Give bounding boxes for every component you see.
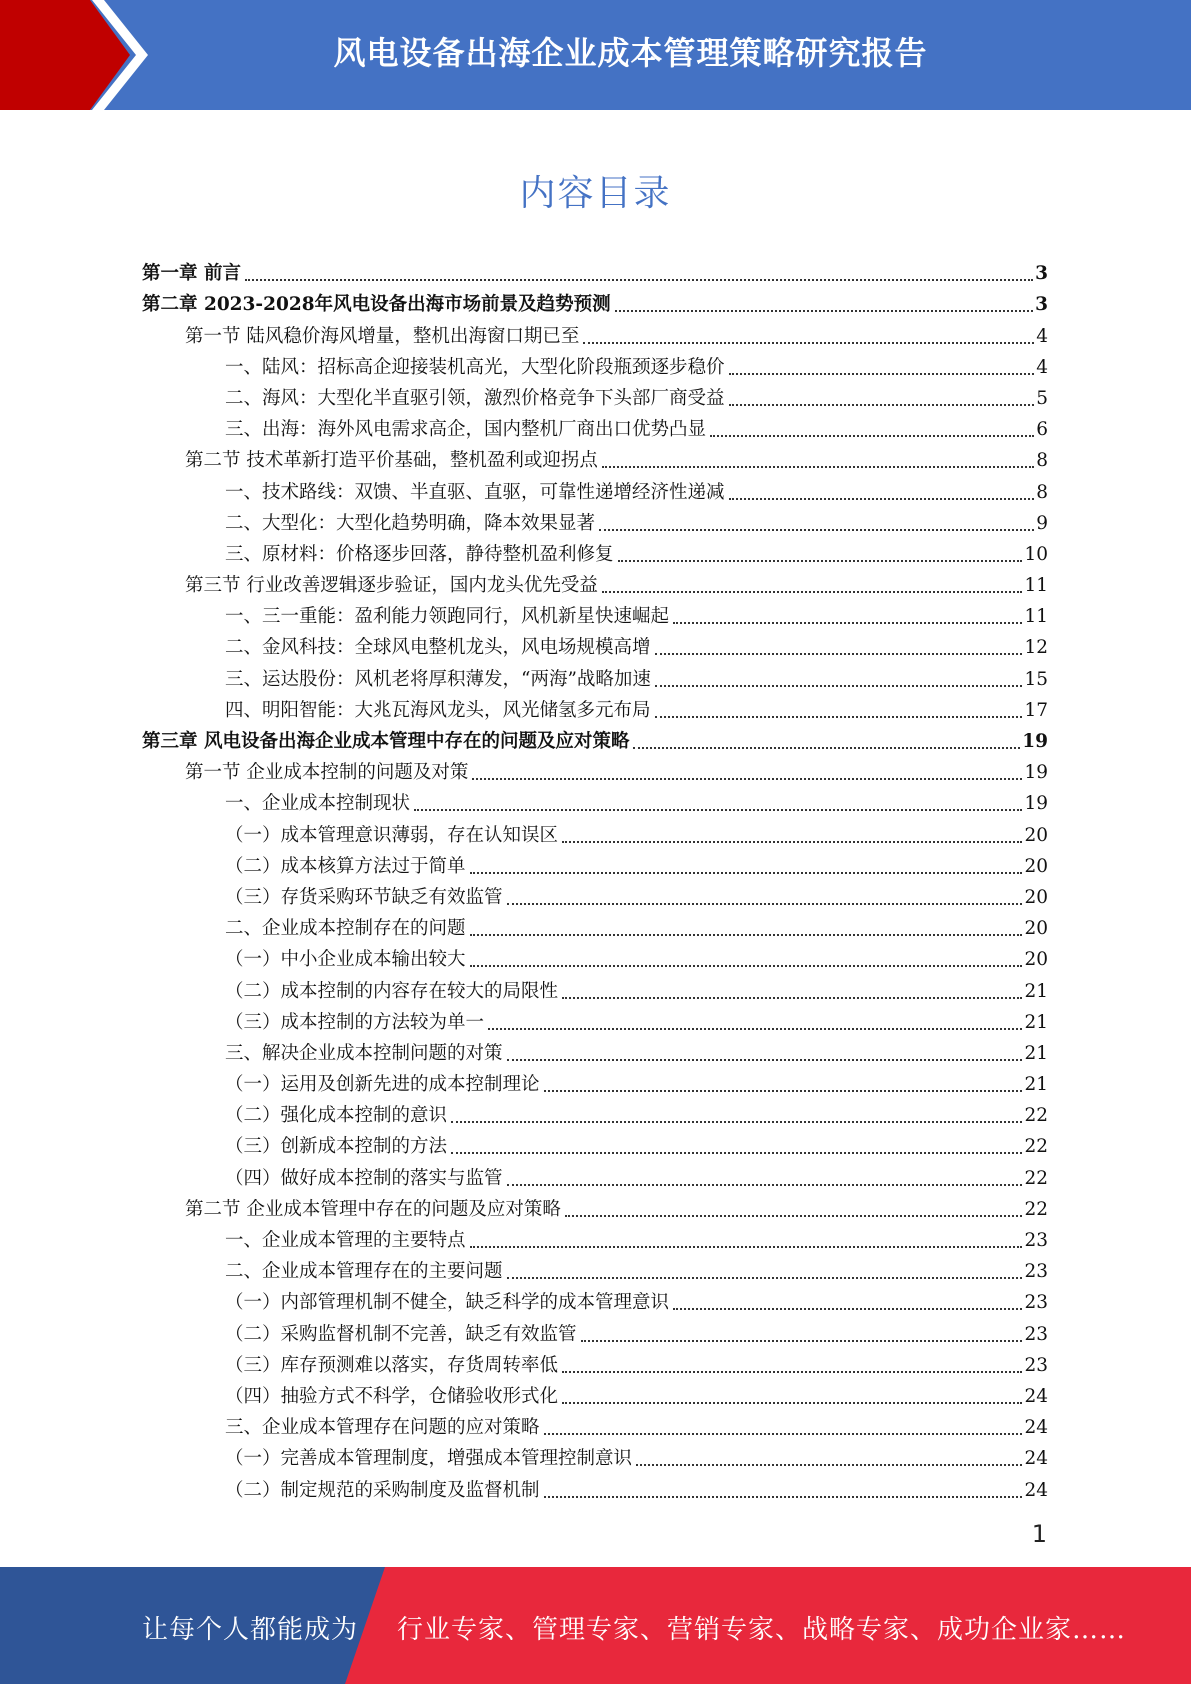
toc-entry-label: （一）成本管理意识薄弱，存在认知误区	[225, 824, 559, 846]
toc-leader-dots	[507, 1183, 1023, 1186]
toc-entry-page: 19	[1022, 731, 1048, 752]
toc-leader-dots	[729, 403, 1035, 406]
toc-leader-dots	[470, 933, 1023, 936]
toc-leader-dots	[636, 1463, 1022, 1466]
toc-entry-page: 20	[1024, 886, 1048, 908]
toc-entry[interactable]	[142, 379, 1048, 410]
toc-entry-label: 第一章 前言	[142, 263, 241, 285]
toc-entry-page: 24	[1024, 1448, 1048, 1470]
toc-leader-dots	[470, 871, 1023, 874]
toc-entry-page: 22	[1024, 1105, 1048, 1127]
toc-leader-dots	[562, 996, 1022, 999]
footer-slogan-right: 行业专家、管理专家、营销专家、战略专家、成功企业家……	[397, 1615, 1127, 1645]
toc-entry-label: （三）成本控制的方法较为单一	[225, 1011, 485, 1033]
toc-leader-dots	[673, 621, 1022, 624]
toc-entry[interactable]	[142, 1096, 1048, 1127]
toc-entry-label: （四）做好成本控制的落实与监管	[225, 1167, 503, 1189]
toc-leader-dots	[544, 1432, 1023, 1435]
toc-entry-page: 23	[1024, 1261, 1048, 1283]
toc-leader-dots	[451, 1120, 1022, 1123]
toc-leader-dots	[615, 309, 1034, 312]
toc-leader-dots	[602, 590, 1023, 593]
toc-entry-label: 一、技术路线：双馈、半直驱、直驱，可靠性递增经济性递减	[225, 481, 725, 503]
toc-entry[interactable]	[142, 1314, 1048, 1345]
toc-entry-page: 8	[1036, 450, 1048, 472]
toc-entry-page: 12	[1024, 637, 1048, 659]
toc-entry-page: 11	[1024, 606, 1048, 628]
toc-entry-page: 19	[1024, 762, 1048, 784]
footer-banner	[0, 1567, 1191, 1684]
toc-entry-page: 3	[1035, 263, 1048, 285]
toc-entry-page: 24	[1024, 1385, 1048, 1407]
toc-entry-page: 21	[1024, 1042, 1048, 1064]
toc-entry[interactable]	[142, 691, 1048, 722]
toc-entry-page: 4	[1036, 356, 1048, 378]
toc-entry-page: 15	[1024, 668, 1048, 690]
toc-entry-page: 23	[1024, 1230, 1048, 1251]
table-of-contents	[142, 254, 1048, 1502]
toc-leader-dots	[673, 1307, 1022, 1310]
toc-entry-page: 11	[1024, 575, 1048, 597]
toc-leader-dots	[451, 1151, 1022, 1154]
toc-entry[interactable]	[142, 878, 1048, 909]
toc-entry[interactable]	[142, 316, 1048, 347]
page-number: 1	[1031, 1520, 1047, 1548]
toc-entry-label: 一、三一重能：盈利能力领跑同行，风机新星快速崛起	[225, 606, 670, 628]
toc-entry-label: （一）中小企业成本输出较大	[225, 949, 466, 971]
toc-entry-label: 一、陆风：招标高企迎接装机高光，大型化阶段瓶颈逐步稳价	[225, 356, 725, 378]
toc-leader-dots	[507, 1276, 1023, 1279]
toc-entry[interactable]	[142, 815, 1048, 846]
toc-entry[interactable]	[142, 348, 1048, 379]
toc-entry-label: 第二节 技术革新打造平价基础，整机盈利或迎拐点	[185, 450, 598, 472]
toc-entry-page: 20	[1024, 824, 1048, 846]
toc-entry-page: 3	[1035, 294, 1048, 316]
toc-entry-label: 二、海风：大型化半直驱引领，激烈价格竞争下头部厂商受益	[225, 387, 725, 409]
toc-entry-label: 三、企业成本管理存在问题的应对策略	[225, 1417, 540, 1439]
toc-leader-dots	[544, 1495, 1023, 1498]
toc-leader-dots	[618, 559, 1023, 562]
toc-entry[interactable]	[142, 628, 1048, 659]
toc-entry[interactable]	[142, 1408, 1048, 1439]
toc-entry[interactable]	[142, 971, 1048, 1002]
toc-entry-page: 10	[1024, 543, 1048, 565]
toc-leader-dots	[729, 372, 1035, 375]
toc-entry[interactable]	[142, 753, 1048, 784]
toc-leader-dots	[562, 840, 1022, 843]
toc-entry-page: 22	[1024, 1167, 1048, 1189]
toc-entry-label: （三）库存预测难以落实，存货周转率低	[225, 1354, 559, 1376]
toc-entry[interactable]	[142, 940, 1048, 971]
toc-leader-dots	[245, 278, 1033, 281]
toc-leader-dots	[472, 777, 1022, 780]
toc-entry-page: 22	[1024, 1136, 1048, 1158]
toc-entry-label: 一、企业成本管理的主要特点	[225, 1230, 466, 1251]
toc-entry-page: 21	[1024, 1011, 1048, 1033]
toc-entry[interactable]	[142, 441, 1048, 472]
toc-entry[interactable]	[142, 1034, 1048, 1065]
toc-entry-label: 二、企业成本管理存在的主要问题	[225, 1261, 503, 1283]
footer-slogan-left: 让每个人都能成为	[142, 1615, 359, 1645]
toc-entry[interactable]	[142, 1158, 1048, 1189]
toc-entry-label: （三）创新成本控制的方法	[225, 1136, 448, 1158]
toc-leader-dots	[655, 684, 1023, 687]
toc-entry[interactable]	[142, 1377, 1048, 1408]
toc-entry-page: 8	[1036, 481, 1048, 503]
toc-leader-dots	[507, 902, 1023, 905]
header-banner	[0, 0, 1191, 110]
toc-entry-label: 第二节 企业成本管理中存在的问题及应对策略	[185, 1198, 561, 1220]
toc-entry[interactable]	[142, 410, 1048, 441]
toc-leader-dots	[655, 652, 1023, 655]
toc-entry-label: （二）成本控制的内容存在较大的局限性	[225, 980, 559, 1002]
toc-entry[interactable]	[142, 535, 1048, 566]
toc-entry[interactable]	[142, 722, 1048, 753]
toc-entry[interactable]	[142, 1346, 1048, 1377]
toc-leader-dots	[470, 964, 1023, 967]
toc-leader-dots	[562, 1401, 1022, 1404]
toc-leader-dots	[581, 1339, 1023, 1342]
toc-leader-dots	[633, 746, 1020, 749]
toc-entry[interactable]	[142, 909, 1048, 940]
toc-entry-label: 第二章 2023-2028年风电设备出海市场前景及趋势预测	[142, 294, 611, 316]
toc-leader-dots	[544, 1089, 1023, 1092]
toc-entry[interactable]	[142, 597, 1048, 628]
toc-entry-page: 23	[1024, 1292, 1048, 1314]
toc-entry-page: 9	[1036, 512, 1048, 534]
toc-entry-label: （二）制定规范的采购制度及监督机制	[225, 1479, 540, 1501]
toc-entry[interactable]	[142, 472, 1048, 503]
toc-entry[interactable]	[142, 1252, 1048, 1283]
toc-leader-dots	[729, 497, 1035, 500]
toc-entry-page: 20	[1024, 918, 1048, 940]
toc-entry-label: （一）完善成本管理制度，增强成本管理控制意识	[225, 1448, 633, 1470]
toc-leader-dots	[414, 808, 1022, 811]
toc-entry-label: 二、企业成本控制存在的问题	[225, 918, 466, 940]
toc-entry-label: （一）内部管理机制不健全，缺乏科学的成本管理意识	[225, 1292, 670, 1314]
toc-entry-page: 20	[1024, 855, 1048, 877]
toc-entry[interactable]	[142, 1127, 1048, 1158]
toc-entry-page: 24	[1024, 1417, 1048, 1439]
toc-entry[interactable]	[142, 1190, 1048, 1221]
toc-entry[interactable]	[142, 1221, 1048, 1252]
toc-entry-label: 四、明阳智能：大兆瓦海风龙头，风光储氢多元布局	[225, 699, 651, 721]
toc-entry-page: 5	[1036, 387, 1048, 409]
toc-entry-page: 4	[1036, 325, 1048, 347]
toc-entry[interactable]	[142, 254, 1048, 285]
toc-entry-page: 19	[1024, 793, 1048, 815]
toc-entry-label: 三、运达股份：风机老将厚积薄发，“两海”战略加速	[225, 668, 651, 690]
toc-entry-label: 一、企业成本控制现状	[225, 793, 411, 815]
header-arrow-decoration	[0, 0, 160, 110]
toc-leader-dots	[655, 715, 1023, 718]
toc-entry-page: 23	[1024, 1323, 1048, 1345]
toc-entry-page: 20	[1024, 949, 1048, 971]
toc-entry-page: 6	[1036, 419, 1048, 441]
toc-entry[interactable]	[142, 1003, 1048, 1034]
toc-leader-dots	[583, 341, 1034, 344]
toc-entry[interactable]	[142, 1470, 1048, 1501]
toc-leader-dots	[565, 1214, 1023, 1217]
toc-entry-label: （二）强化成本控制的意识	[225, 1105, 448, 1127]
toc-entry[interactable]	[142, 847, 1048, 878]
toc-leader-dots	[562, 1370, 1022, 1373]
toc-entry-label: 第三节 行业改善逻辑逐步验证，国内龙头优先受益	[185, 575, 598, 597]
toc-entry[interactable]	[142, 1065, 1048, 1096]
toc-entry-label: 第三章 风电设备出海企业成本管理中存在的问题及应对策略	[142, 731, 630, 752]
toc-leader-dots	[602, 465, 1034, 468]
toc-leader-dots	[470, 1245, 1023, 1248]
toc-entry-page: 21	[1024, 1074, 1048, 1096]
toc-entry-page: 17	[1024, 699, 1048, 721]
toc-entry-label: 二、金风科技：全球风电整机龙头，风电场规模高增	[225, 637, 651, 659]
toc-entry-page: 22	[1024, 1198, 1048, 1220]
toc-leader-dots	[599, 528, 1034, 531]
toc-leader-dots	[507, 1058, 1023, 1061]
toc-entry-label: 三、出海：海外风电需求高企，国内整机厂商出口优势凸显	[225, 419, 707, 441]
toc-entry-label: （三）存货采购环节缺乏有效监管	[225, 886, 503, 908]
toc-entry[interactable]	[142, 1283, 1048, 1314]
toc-entry-label: 三、原材料：价格逐步回落，静待整机盈利修复	[225, 543, 614, 565]
toc-entry-label: 三、解决企业成本控制问题的对策	[225, 1042, 503, 1064]
toc-entry[interactable]	[142, 1439, 1048, 1470]
toc-entry[interactable]	[142, 784, 1048, 815]
toc-entry[interactable]	[142, 659, 1048, 690]
toc-entry-page: 23	[1024, 1354, 1048, 1376]
toc-entry[interactable]	[142, 566, 1048, 597]
toc-entry[interactable]	[142, 504, 1048, 535]
toc-entry-label: 第一节 陆风稳价海风增量，整机出海窗口期已至	[185, 325, 580, 347]
toc-entry[interactable]	[142, 285, 1048, 316]
toc-entry-page: 21	[1024, 980, 1048, 1002]
toc-entry-label: （一）运用及创新先进的成本控制理论	[225, 1074, 540, 1096]
toc-heading: 内容目录	[519, 173, 672, 214]
toc-leader-dots	[710, 434, 1034, 437]
toc-entry-label: 二、大型化：大型化趋势明确，降本效果显著	[225, 512, 596, 534]
toc-entry-label: （四）抽验方式不科学，仓储验收形式化	[225, 1385, 559, 1407]
toc-entry-label: （二）成本核算方法过于简单	[225, 855, 466, 877]
toc-entry-label: 第一节 企业成本控制的问题及对策	[185, 762, 469, 784]
toc-entry-label: （二）采购监督机制不完善，缺乏有效监管	[225, 1323, 577, 1345]
toc-entry-page: 24	[1024, 1479, 1048, 1501]
report-title: 风电设备出海企业成本管理策略研究报告	[333, 34, 928, 72]
toc-leader-dots	[488, 1027, 1022, 1030]
